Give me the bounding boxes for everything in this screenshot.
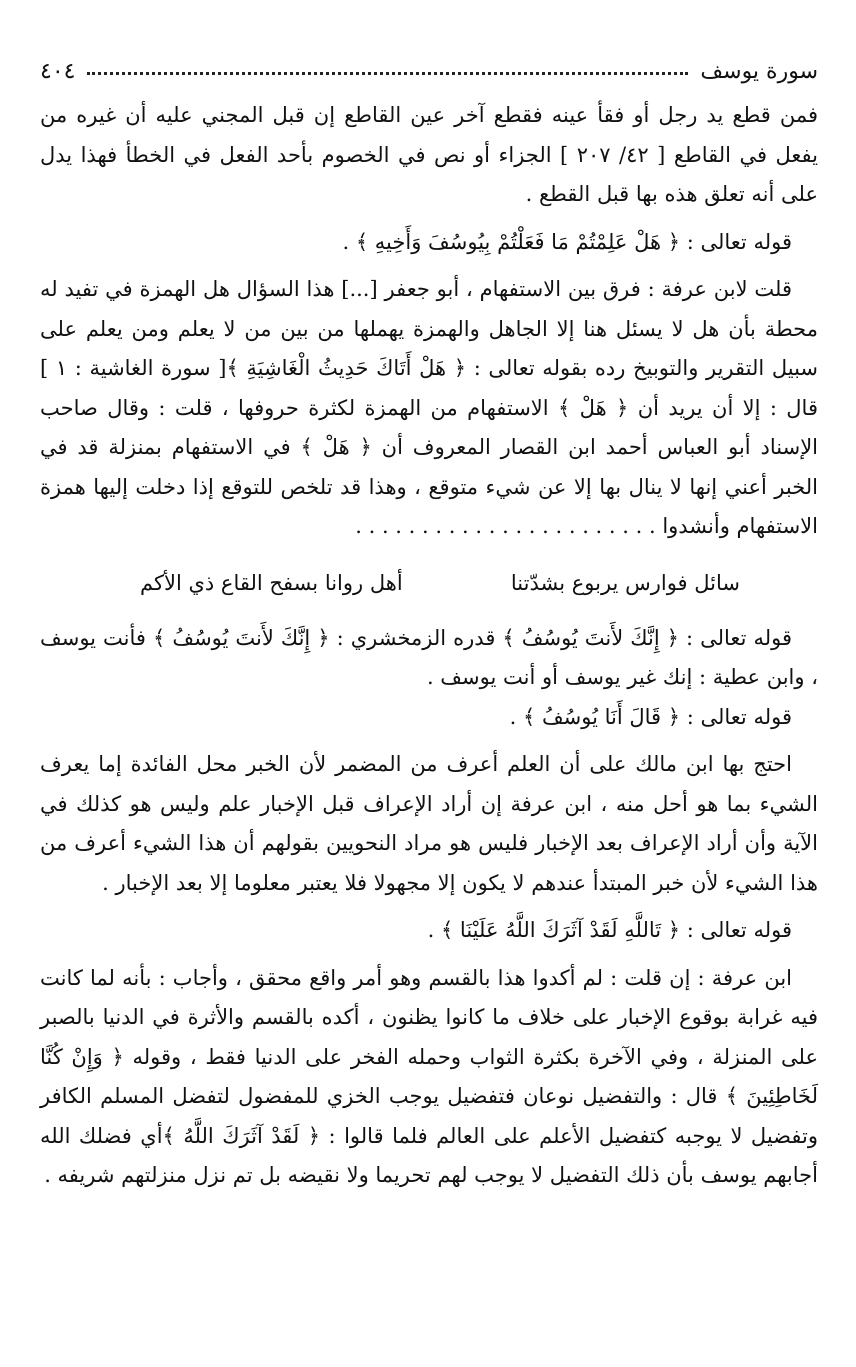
verse-line-hal-alimtum: قوله تعالى : ﴿ هَلْ عَلِمْتُمْ مَا فَعَلْتُمْ بِيُوسُفَ وَأَخِيهِ ﴾ . xyxy=(342,229,792,254)
page-body xyxy=(40,96,818,1196)
paragraph-ibn-malik: احتج بها ابن مالك على أن العلم أعرف من المضمر لأن الخبر محل الفائدة إما يعرف الشيء بما هو أحل منه ، ابن عرفة إن أراد الإعراف قبل الإخبار علم وليس هو كذلك في الآية وأن أراد الإعراف بعد الإخبار فليس هو مراد النحويين بقولهم أن هذا الشيء أعرف من هذا الشيء لأن خبر المبتدأ عندهم لا يكون إلا مجهولا فلا يعتبر معلوما إلا بعد الإخبار . xyxy=(40,752,818,895)
paragraph-retaliation: فمن قطع يد رجل أو فقأ عينه فقطع آخر عين القاطع إن قبل المجني عليه أن غيره من يفعل في القاطع [ ٤٢/ ٢٠٧ ] الجزاء أو نص في الخصوم بأحد الفعل في الخطأ فهذا يدل على أنه تعلق هذه بها قبل القطع . xyxy=(40,103,818,206)
running-header xyxy=(40,54,818,88)
poem-left-hemistich: أهل روانا بسفح القاع ذي الأكم xyxy=(140,570,403,595)
surah-title: سورة يوسف xyxy=(700,58,818,84)
verse-line-innaka-la-anta: قوله تعالى : ﴿ إِنَّكَ لأَنتَ يُوسُفُ ﴾ قدره الزمخشري : ﴿ إِنَّكَ لأَنتَ يُوسُفُ ﴾ فأنت يوسف ، وابن عطية : إنك غير يوسف أو أنت يوسف . xyxy=(40,625,818,689)
paragraph-ibn-arafa: ابن عرفة : إن قلت : لم أكدوا هذا بالقسم وهو أمر واقع محقق ، وأجاب : بأنه لما كانت فيه غرابة بوقوع الإخبار على خلاف ما كانوا يظنون ، أكده بالقسم والأثرة في الدنيا بالصبر على المنزلة ، وفي الآخرة بكثرة الثواب وحمله الفخر على الدنيا فقط ، وقوله ﴿ وَإِنْ كُنَّا لَخَاطِئِينَ ﴾ قال : والتفضيل نوعان فتفضيل يوجب الخزي للمفضول لتفضل المسلم الكافر وتفضيل لا يوجبه كتفضيل الأعلم على العالم فلما قالوا : ﴿ لَقَدْ آثَرَكَ اللَّهُ ﴾أي فضلك الله أجابهم يوسف بأن ذلك التفضيل لا يوجب لهم تحريما ولا نقيضه بل تم نزل منزلتهم شريفه . xyxy=(40,965,818,1187)
verse-line-tallahi: قوله تعالى : ﴿ تَاللَّهِ لَقَدْ آثَرَكَ اللَّهُ عَلَيْنَا ﴾ . xyxy=(427,918,792,942)
header-dot-leader xyxy=(87,72,688,75)
paragraph-istifham: قلت لابن عرفة : فرق بين الاستفهام ، أبو جعفر [...] هذا السؤال هل الهمزة في تفيد له محطة بأن هل لا يسئل هنا إلا الجاهل والهمزة يهملها من بين من لا يعلم ومن يعلم على سبيل التقرير والتوبيخ رده بقوله تعالى : ﴿ هَلْ أَتَاكَ حَدِيثُ الْغَاشِيَةِ ﴾[ سورة الغاشية : ١ ] قال : إلا أن يريد أن ﴿ هَلْ ﴾ الاستفهام من الهمزة لكثرة حروفها ، قلت : وقال صاحب الإسناد أبو العباس أحمد ابن القصار المعروف أن ﴿ هَلْ ﴾ في الاستفهام بمنزلة قد في الخبر أعني إنها لا ينال بها إلا عن شيء متوقع ، وهذا قد تلخص للتوقع إذا دخلت إليها همزة الاستفهام وأنشدوا . . . . . . . . . . . . . . . . . . . . . . . xyxy=(40,277,819,538)
poem-right-hemistich: سائل فوارس يربوع بشدّتنا xyxy=(510,570,740,595)
page-number: ٤٠٤ xyxy=(40,58,76,84)
poem-verse xyxy=(140,561,740,605)
verse-line-qala-ana-yusuf: قوله تعالى : ﴿ قَالَ أَنَا يُوسُفُ ﴾ . xyxy=(509,704,792,729)
